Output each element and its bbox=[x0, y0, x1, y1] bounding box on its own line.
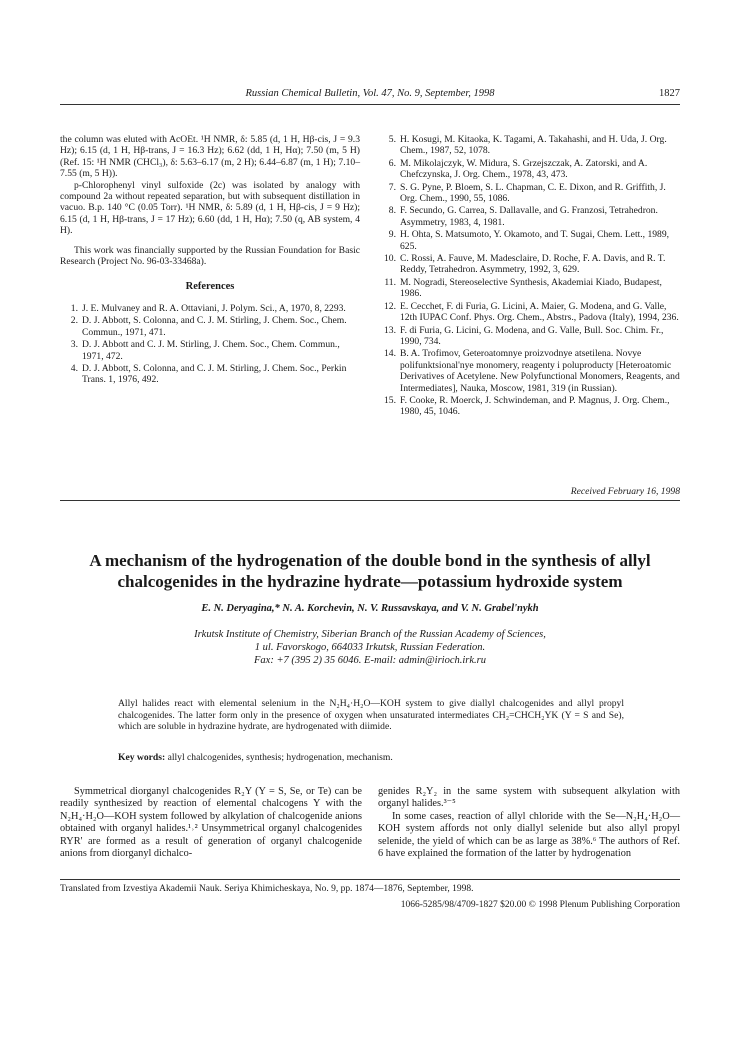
reference-text: M. Nogradi, Stereoselective Synthesis, Akademiai Kiado, Budapest, 1986. bbox=[400, 276, 662, 300]
reference-text: F. di Furia, G. Licini, G. Modena, and G. Valle, Bull. Soc. Chim. Fr., 1990, 734. bbox=[400, 324, 664, 347]
translation-note: Translated from Izvestiya Akademii Nauk. Seriya Khimicheskaya, No. 9, pp. 1874—1876, September, 1998. bbox=[60, 884, 474, 894]
reference-text: M. Mikolajczyk, W. Midura, S. Grzejszczak, A. Zatorski, and A. Chefczynska, J. Org. Chem., 1978, 43, 473. bbox=[400, 157, 648, 181]
reference-text: H. Kosugi, M. Kitaoka, K. Tagami, A. Takahashi, and H. Uda, J. Org. Chem., 1987, 52, 1078. bbox=[400, 134, 667, 157]
reference-number: 11. bbox=[384, 276, 396, 288]
keywords-text: allyl chalcogenides, synthesis; hydrogenation, mechanism. bbox=[167, 752, 393, 763]
prev-article-right-column bbox=[378, 134, 680, 419]
reference-text: H. Ohta, S. Matsumoto, Y. Okamoto, and T. Sugai, Chem. Lett., 1989, 625. bbox=[400, 229, 670, 252]
reference-number: 9. bbox=[388, 229, 396, 241]
reference-item bbox=[378, 134, 680, 157]
reference-item bbox=[378, 182, 680, 205]
header-rule bbox=[60, 104, 680, 105]
reference-item bbox=[378, 205, 680, 228]
article-authors: E. N. Deryagina,* N. A. Korchevin, N. V. Russavskaya, and V. N. Grabel'nykh bbox=[201, 603, 539, 614]
running-header bbox=[60, 88, 680, 102]
body-left-column bbox=[60, 786, 362, 860]
affiliation-line: Irkutsk Institute of Chemistry, Siberian Branch of the Russian Academy of Sciences, bbox=[194, 629, 546, 640]
reference-item bbox=[60, 303, 360, 314]
reference-number: 2. bbox=[70, 315, 78, 327]
experimental-paragraph: p-Chlorophenyl vinyl sulfoxide (2c) was isolated by analogy with compound 2a without repeated separation, but with subsequent distillation in vacuo. B.p. 140 °C (0.05 Torr). ¹H NMR, δ: 5.89 (d, 1 H, Hβ-cis, J = 9 Hz); 6.15 (d, 1 H, Hβ-trans, J = 17 Hz); 6.60 (dd, 1 H, Hα); 7.50 (q, AB system, 4 H). bbox=[60, 179, 360, 237]
reference-text: S. G. Pyne, P. Bloem, S. L. Chapman, C. E. Dixon, and R. Griffith, J. Org. Chem., 1990, 55, 1086. bbox=[400, 181, 666, 205]
abstract: Allyl halides react with elemental selenium in the N₂H₄·H₂O—KOH system to give diallyl chalcogenides and allyl propyl chalcogenides. The latter form only in the presence of oxygen when unsaturated intermediates CH₂=CHCH₂YK (Y = S and Se), which are soluble in hydrazine hydrate, are hydrogenated with diimide. bbox=[118, 698, 624, 733]
reference-item bbox=[60, 315, 360, 338]
reference-text: B. A. Trofimov, Geteroatomnye proizvodnye atsetilena. Novye polifunktsional'nye monomery, reagenty i poluproducty [Heteroatomic Derivatives of Acetylene. New Polyfunctional Monomers, Reagents, and Intermediates], Nauka, Moscow, 1981, 319 (in Russian). bbox=[400, 348, 680, 394]
reference-number: 14. bbox=[384, 348, 396, 360]
reference-number: 10. bbox=[384, 253, 396, 265]
reference-text: D. J. Abbott, S. Colonna, and C. J. M. Stirling, J. Chem. Soc., Chem. Commun., 1971, 471. bbox=[82, 315, 347, 338]
reference-number: 12. bbox=[384, 300, 396, 312]
journal-citation: Russian Chemical Bulletin, Vol. 47, No. 9, September, 1998 bbox=[245, 88, 495, 99]
reference-number: 6. bbox=[388, 157, 396, 169]
reference-item bbox=[60, 339, 360, 362]
reference-number: 7. bbox=[388, 181, 396, 193]
reference-text: C. Rossi, A. Fauve, M. Madesclaire, D. Roche, F. A. Davis, and R. T. Reddy, Tetrahedron. Asymmetry, 1992, 3, 629. bbox=[400, 253, 666, 276]
keywords bbox=[118, 752, 624, 763]
page-number: 1827 bbox=[659, 88, 680, 99]
reference-item bbox=[60, 363, 360, 386]
article-separator-rule bbox=[60, 500, 680, 501]
affiliation-line: 1 ul. Favorskogo, 664033 Irkutsk, Russian Federation. bbox=[254, 642, 486, 653]
body-paragraph: In some cases, reaction of allyl chloride with the Se—N₂H₄·H₂O—KOH system affords not only diallyl selenide but also allyl propyl selenide, the yield of which can be as large as 38%.⁶ The authors of Ref. 6 have explained the formation of the latter by hydrogenation bbox=[378, 810, 680, 860]
reference-number: 15. bbox=[384, 394, 396, 406]
reference-item bbox=[378, 277, 680, 300]
reference-text: J. E. Mulvaney and R. A. Ottaviani, J. Polym. Sci., A, 1970, 8, 2293. bbox=[82, 302, 346, 314]
experimental-paragraph: the column was eluted with AcOEt. ¹H NMR, δ: 5.85 (d, 1 H, Hβ-cis, J = 9.3 Hz); 6.15 (d, 1 H, Hβ-trans, J = 16.3 Hz); 6.62 (dd, 1 H, Hα); 7.50 (m, 5 H) (Ref. 15: ¹H NMR (CHCl₃), δ: 5.63–6.17 (m, 2 H); 6.44–6.87 (m, 1 H); 7.10–7.55 (m, 5 H)). bbox=[60, 134, 360, 180]
prev-article-left-column bbox=[60, 134, 360, 387]
reference-text: F. Cooke, R. Moerck, J. Schwindeman, and P. Magnus, J. Org. Chem., 1980, 45, 1046. bbox=[400, 394, 670, 418]
references-list-left bbox=[60, 303, 360, 386]
article-title: A mechanism of the hydrogenation of the double bond in the synthesis of allyl chalcogenides in the hydrazine hydrate—potassium hydroxide system bbox=[89, 551, 651, 591]
reference-item bbox=[378, 158, 680, 181]
reference-text: F. Secundo, G. Carrea, S. Dallavalle, and G. Franzosi, Tetrahedron. Asymmetry, 1983, 4, 1981. bbox=[400, 205, 658, 228]
reference-item bbox=[378, 395, 680, 418]
references-list-right bbox=[378, 134, 680, 418]
reference-number: 1. bbox=[70, 302, 78, 314]
keywords-label: Key words: bbox=[118, 752, 166, 763]
reference-number: 4. bbox=[70, 362, 78, 374]
reference-number: 5. bbox=[388, 134, 396, 145]
reference-item bbox=[378, 348, 680, 394]
footer-rule bbox=[60, 879, 680, 880]
reference-text: E. Cecchet, F. di Furia, G. Licini, A. Maier, G. Modena, and G. Valle, 12th IUPAC Conf. Phys. Org. Chem., Abstrs., Padova (Italy), 1994, 236. bbox=[400, 300, 679, 324]
body-paragraph: Symmetrical diorganyl chalcogenides R₂Y (Y = S, Se, or Te) can be readily synthesized by reaction of elemental chalcogens Y with the N₂H₄·H₂O—KOH system followed by alkylation of chalcogenide anions obtained with organyl halides.¹˒² Unsymmetrical organyl chalcogenides RYR' are formed as a result of generation of organyl chalcogenide anions from diorganyl dichalco- bbox=[60, 786, 362, 860]
reference-number: 8. bbox=[388, 205, 396, 217]
body-right-column bbox=[378, 786, 680, 860]
references-heading: References bbox=[185, 281, 235, 293]
affiliation bbox=[60, 628, 680, 667]
reference-item bbox=[378, 301, 680, 324]
reference-number: 3. bbox=[70, 339, 78, 351]
reference-text: D. J. Abbott and C. J. M. Stirling, J. Chem. Soc., Chem. Commun., 1971, 472. bbox=[82, 339, 340, 362]
reference-item bbox=[378, 253, 680, 276]
acknowledgment: This work was financially supported by the Russian Foundation for Basic Research (Project No. 96-03-33468a). bbox=[60, 244, 360, 268]
copyright-line: 1066-5285/98/4709-1827 $20.00 © 1998 Plenum Publishing Corporation bbox=[400, 900, 680, 910]
affiliation-line: Fax: +7 (395 2) 35 6046. E-mail: admin@irioch.irk.ru bbox=[254, 655, 486, 666]
reference-number: 13. bbox=[384, 324, 396, 336]
received-date: Received February 16, 1998 bbox=[570, 486, 680, 497]
reference-item bbox=[378, 229, 680, 252]
reference-item bbox=[378, 325, 680, 348]
body-paragraph: genides R₂Y₂ in the same system with subsequent alkylation with organyl halides.³⁻⁵ bbox=[378, 786, 680, 810]
reference-text: D. J. Abbott, S. Colonna, and C. J. M. Stirling, J. Chem. Soc., Perkin Trans. 1, 1976, 492. bbox=[82, 362, 347, 386]
